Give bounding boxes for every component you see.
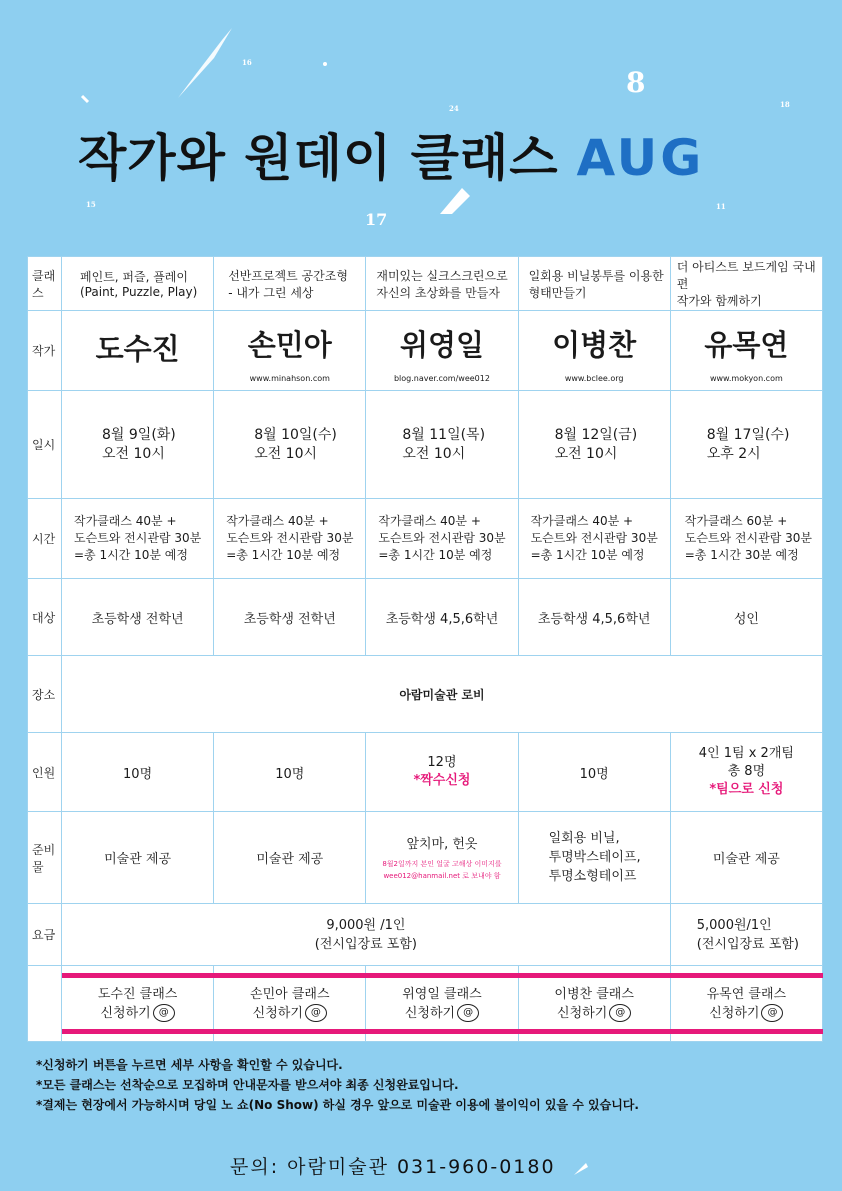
class-title-cell: 더 아티스트 보드게임 국내편 작가와 함께하기 [670,257,822,311]
date-cell: 8월 10일(수) 오전 10시 [214,391,366,499]
duration-cell: 작가클래스 40분 + 도슨트와 전시관람 30분 =총 1시간 10분 예정 [214,499,366,579]
poster-header [0,0,842,255]
date-cell: 8월 9일(화) 오전 10시 [62,391,214,499]
row-label: 인원 [28,733,62,812]
swirl-icon: @ [609,1004,631,1022]
month-label: AUG [576,129,705,187]
duration-cell: 작가클래스 40분 + 도슨트와 전시관람 30분 =총 1시간 10분 예정 [518,499,670,579]
people-cell: 12명 *짝수신청 [366,733,518,812]
fee-cell: 5,000원/1인 (전시입장료 포함) [670,904,822,966]
row-label: 클래스 [28,257,62,311]
target-cell: 초등학생 4,5,6학년 [518,579,670,656]
pink-divider-top [62,973,823,978]
deco-number: 15 [86,200,96,209]
author-cell [670,311,822,391]
pink-divider-bottom [62,1029,823,1034]
duration-cell: 작가클래스 40분 + 도슨트와 전시관람 30분 =총 1시간 10분 예정 [366,499,518,579]
footnote: *결제는 현장에서 가능하시며 당일 노 쇼(No Show) 하실 경우 앞으로 미술관 이용에 불이익이 있을 수 있습니다. [36,1098,639,1112]
deco-number: 16 [242,58,252,67]
class-title-cell: 페인트, 퍼즐, 플레이 (Paint, Puzzle, Play) [62,257,214,311]
class-title-cell: 재미있는 실크스크린으로 자신의 초상화를 만들자 [366,257,518,311]
author-url: www.mokyon.com [709,373,783,383]
supplies-row [28,812,823,904]
author-row [28,311,823,391]
apply-button-leebyungchan[interactable]: 이병찬 클래스 신청하기 @ [554,986,634,1021]
row-label: 대상 [28,579,62,656]
footnote: *신청하기 버튼을 누르면 세부 사항을 확인할 수 있습니다. [36,1058,343,1072]
author-url: www.minahson.com [249,373,330,383]
poster-title [78,118,704,190]
apply-button-dosujin[interactable]: 도수진 클래스 신청하기 @ [97,986,178,1021]
target-cell: 성인 [670,579,822,656]
row-label: 작가 [28,311,62,391]
class-schedule-table [27,256,823,1042]
people-note: *짝수신청 [413,773,471,788]
duration-cell: 작가클래스 60분 + 도슨트와 전시관람 30분 =총 1시간 30분 예정 [670,499,822,579]
author-cell [518,311,670,391]
place-row [28,656,823,733]
class-row [28,257,823,311]
deco-number: 24 [449,104,459,113]
people-cell: 10명 [518,733,670,812]
author-name: 유목연 [704,327,789,362]
swirl-icon: @ [457,1004,479,1022]
author-name: 이병찬 [552,327,637,362]
swirl-icon: @ [305,1004,327,1022]
date-cell: 8월 11일(목) 오전 10시 [366,391,518,499]
contact-info: 문의: 아람미술관 031-960-0180 [230,1152,590,1179]
class-title-cell: 선반프로젝트 공간조형 - 내가 그린 세상 [214,257,366,311]
author-cell [214,311,366,391]
author-cell [366,311,518,391]
row-label: 장소 [28,656,62,733]
author-url: blog.naver.com/wee012 [393,373,490,383]
author-cell [62,311,214,391]
apply-button-wiyoungil[interactable]: 위영일 클래스 신청하기 @ [402,986,482,1021]
place-cell: 아람미술관 로비 [62,656,823,733]
brush-mark-icon [572,1159,590,1177]
author-url: www.bclee.org [564,373,624,383]
people-row [28,733,823,812]
supplies-cell: 미술관 제공 [62,812,214,904]
swirl-icon: @ [761,1004,783,1022]
deco-number: 11 [716,202,726,211]
row-label: 일시 [28,391,62,499]
deco-number: 8 [626,66,646,99]
duration-cell: 작가클래스 40분 + 도슨트와 전시관람 30분 =총 1시간 10분 예정 [62,499,214,579]
supplies-note: 8월2일까지 본인 얼굴 고해상 이미지를 wee012@hanmail.net 로 보내야 함 [382,860,502,880]
deco-number: 17 [365,210,388,229]
author-name: 도수진 [95,332,180,366]
deco-number: 18 [780,100,790,109]
apply-button-yumokyeon[interactable]: 유목연 클래스 신청하기 @ [706,986,787,1021]
swirl-icon: @ [153,1004,175,1022]
title-text: 작가와 원데이 클래스 [78,129,559,187]
row-label: 시간 [28,499,62,579]
class-title-cell: 일회용 비닐봉투를 이용한 형태만들기 [518,257,670,311]
apply-button-sonmina[interactable]: 손민아 클래스 신청하기 @ [250,986,330,1021]
row-label: 요금 [28,904,62,966]
footnote: *모든 클래스는 선착순으로 모집하며 안내문자를 받으셔야 최종 신청완료입니다. [36,1078,459,1092]
supplies-cell: 미술관 제공 [214,812,366,904]
date-cell: 8월 17일(수) 오후 2시 [670,391,822,499]
supplies-cell: 미술관 제공 [670,812,822,904]
target-cell: 초등학생 4,5,6학년 [366,579,518,656]
target-cell: 초등학생 전학년 [214,579,366,656]
author-name: 위영일 [399,327,484,362]
date-row [28,391,823,499]
people-cell: 4인 1팀 x 2개팀 총 8명 *팀으로 신청 [670,733,822,812]
date-cell: 8월 12일(금) 오전 10시 [518,391,670,499]
fee-cell: 9,000원 /1인 (전시입장료 포함) [62,904,671,966]
row-label: 준비물 [28,812,62,904]
people-cell: 10명 [62,733,214,812]
duration-row [28,499,823,579]
author-name: 손민아 [247,327,332,362]
supplies-cell: 일회용 비닐, 투명박스테이프, 투명소형테이프 [518,812,670,904]
people-cell: 10명 [214,733,366,812]
target-cell: 초등학생 전학년 [62,579,214,656]
footnotes [36,1055,639,1115]
supplies-cell: 앞치마, 헌옷 8월2일까지 본인 얼굴 고해상 이미지를 wee012@hanmail.net 로 보내야 함 [366,812,518,904]
fee-row [28,904,823,966]
people-note: *팀으로 신청 [709,782,784,797]
target-row [28,579,823,656]
